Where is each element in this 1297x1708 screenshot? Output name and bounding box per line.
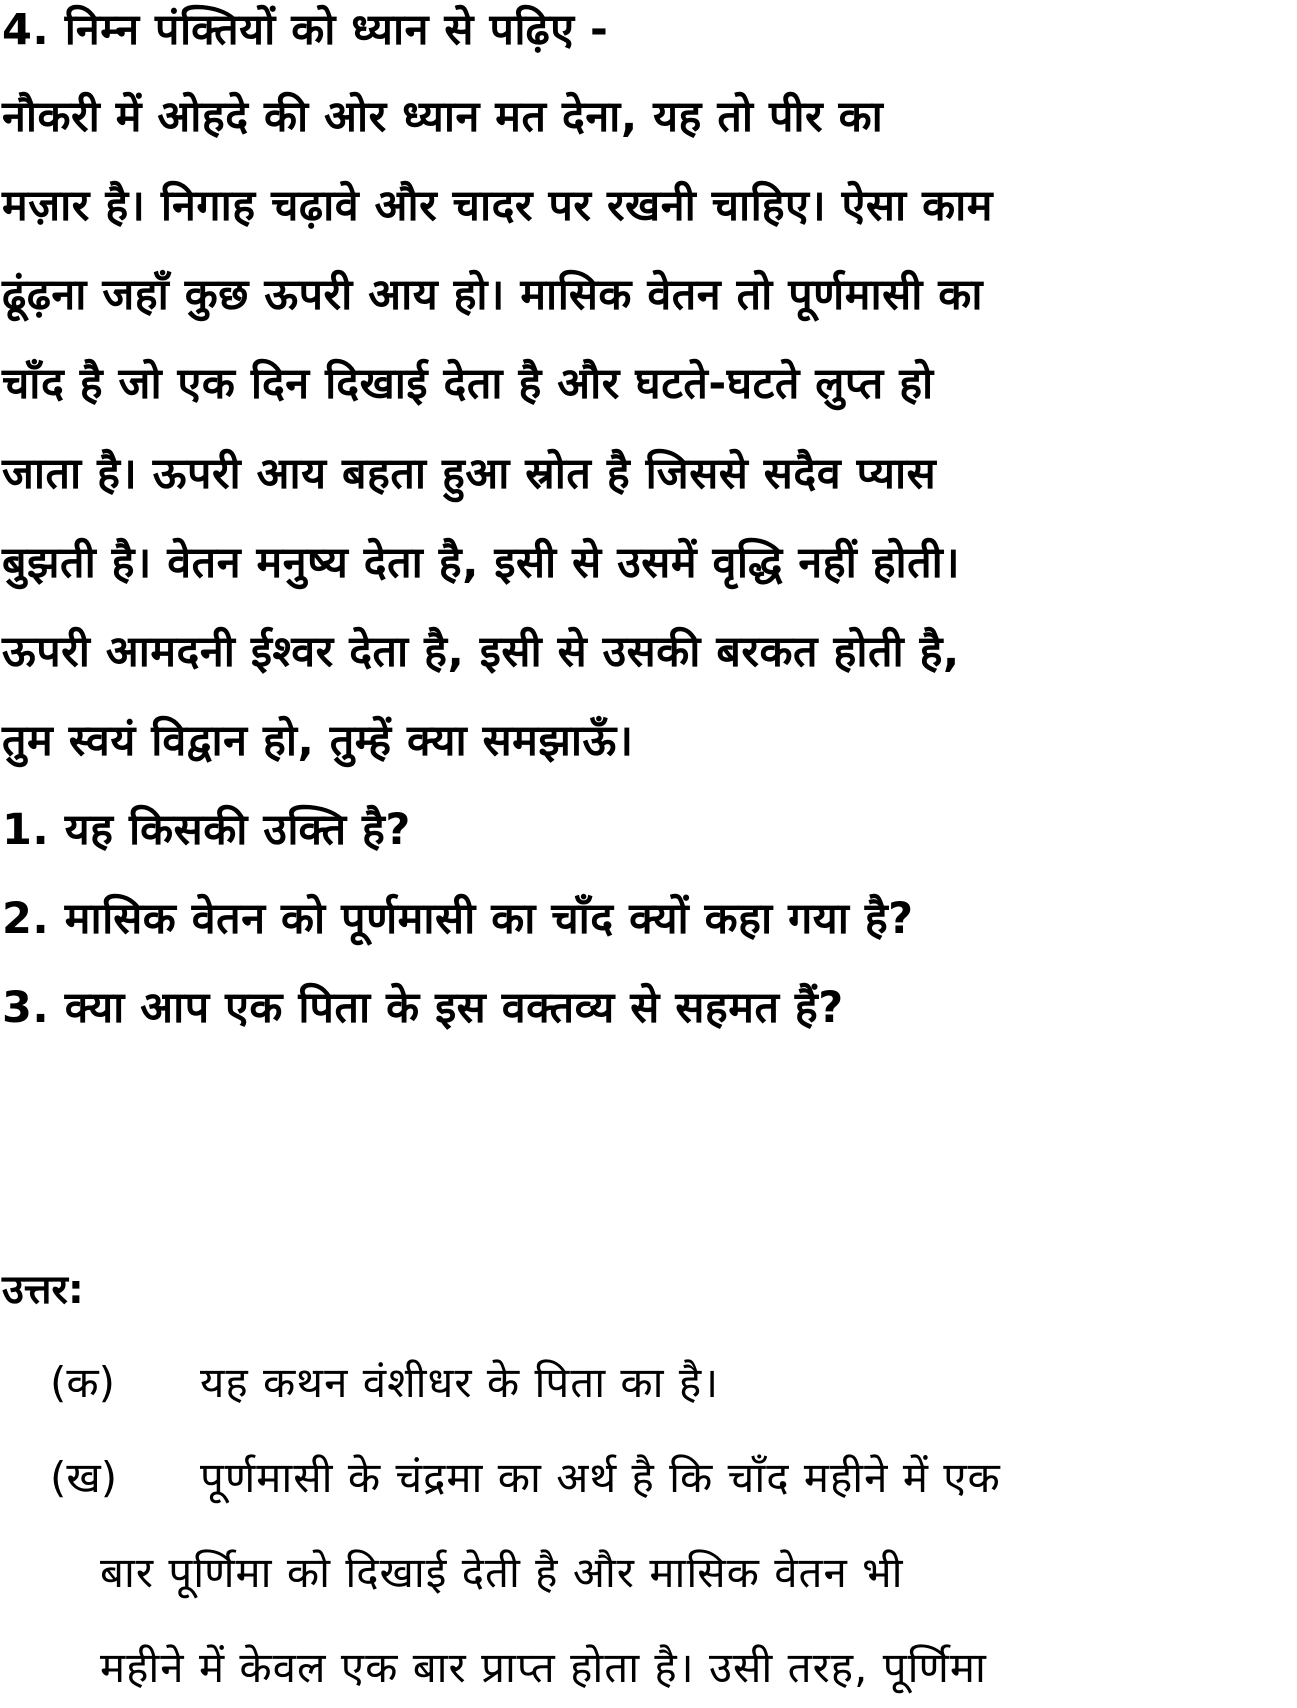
- passage-line: तुम स्वयं विद्वान हो, तुम्हें क्या समझाऊँ।: [2, 716, 634, 766]
- answer-line: महीने में केवल एक बार प्राप्त होता है। उसी तरह, पूर्णिमा: [100, 1643, 987, 1692]
- passage-line: चाँद है जो एक दिन दिखाई देता है और घटते-घटते लुप्त हो: [2, 359, 934, 409]
- answer-line: पूर्णमासी के चंद्रमा का अर्थ है कि चाँद महीने में एक: [200, 1453, 1001, 1502]
- answer-line: बार पूर्णिमा को दिखाई देती है और मासिक वेतन भी: [100, 1548, 904, 1597]
- answer-label-kha: (ख): [50, 1453, 118, 1502]
- sub-question-1: 1. यह किसकी उक्ति है?: [2, 805, 411, 855]
- passage-line: ऊपरी आमदनी ईश्वर देता है, इसी से उसकी बरकत होती है,: [2, 627, 960, 677]
- passage-line: जाता है। ऊपरी आय बहता हुआ स्रोत है जिससे सदैव प्यास: [2, 449, 937, 499]
- answer-heading: उत्तर:: [2, 1267, 84, 1313]
- passage-line: नौकरी में ओहदे की ओर ध्यान मत देना, यह तो पीर का: [2, 92, 884, 142]
- sub-question-3: 3. क्या आप एक पिता के इस वक्तव्य से सहमत हैं?: [2, 983, 844, 1033]
- question-heading: 4. निम्न पंक्तियों को ध्यान से पढ़िए -: [2, 5, 609, 55]
- sub-question-2: 2. मासिक वेतन को पूर्णमासी का चाँद क्यों कहा गया है?: [2, 894, 914, 944]
- answer-line: यह कथन वंशीधर के पिता का है।: [200, 1358, 720, 1407]
- passage-line: मज़ार है। निगाह चढ़ावे और चादर पर रखनी चाहिए। ऐसा काम: [2, 181, 993, 231]
- passage-line: ढूंढ़ना जहाँ कुछ ऊपरी आय हो। मासिक वेतन तो पूर्णमासी का: [2, 270, 983, 320]
- answer-label-ka: (क): [50, 1358, 116, 1407]
- passage-line: बुझती है। वेतन मनुष्य देता है, इसी से उसमें वृद्धि नहीं होती।: [2, 538, 961, 588]
